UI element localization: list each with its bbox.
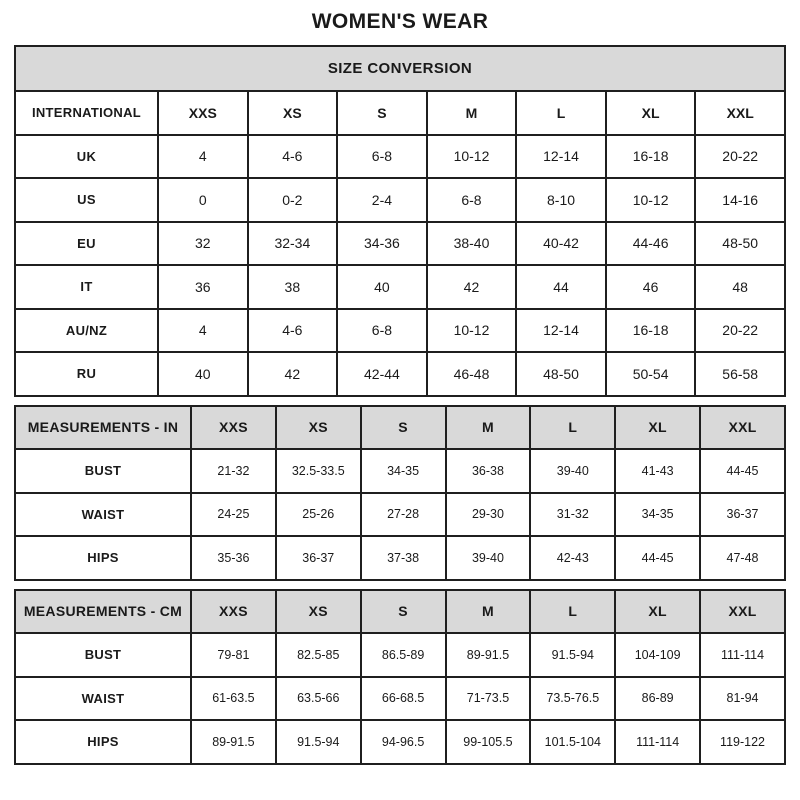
value-cell: 42	[427, 265, 517, 309]
size-conversion-title: SIZE CONVERSION	[15, 46, 785, 91]
table-row	[15, 493, 785, 537]
value-cell: 50-54	[606, 352, 696, 396]
row-label: US	[15, 178, 158, 222]
value-cell: 101.5-104	[530, 720, 615, 764]
value-cell: 37-38	[361, 536, 446, 580]
value-cell: 42	[248, 352, 338, 396]
value-cell: 4	[158, 135, 248, 179]
value-cell: 61-63.5	[191, 677, 276, 721]
value-cell: 48-50	[695, 222, 785, 266]
table-row	[15, 536, 785, 580]
size-header-cell: XXS	[191, 590, 276, 634]
value-cell: 91.5-94	[276, 720, 361, 764]
value-cell: 86-89	[615, 677, 700, 721]
size-header-cell: XXL	[700, 406, 785, 450]
value-cell: 56-58	[695, 352, 785, 396]
value-cell: 94-96.5	[361, 720, 446, 764]
value-cell: 0	[158, 178, 248, 222]
size-header-cell: XXS	[158, 91, 248, 135]
row-label: BUST	[15, 449, 191, 493]
table-row	[15, 449, 785, 493]
row-label: WAIST	[15, 677, 191, 721]
value-cell: 41-43	[615, 449, 700, 493]
value-cell: 42-44	[337, 352, 427, 396]
value-cell: 82.5-85	[276, 633, 361, 677]
value-cell: 48-50	[516, 352, 606, 396]
value-cell: 47-48	[700, 536, 785, 580]
value-cell: 39-40	[446, 536, 531, 580]
value-cell: 36	[158, 265, 248, 309]
value-cell: 10-12	[606, 178, 696, 222]
value-cell: 27-28	[361, 493, 446, 537]
value-cell: 20-22	[695, 309, 785, 353]
value-cell: 8-10	[516, 178, 606, 222]
size-header-cell: L	[516, 91, 606, 135]
table-title-row	[15, 46, 785, 91]
value-cell: 24-25	[191, 493, 276, 537]
value-cell: 34-35	[615, 493, 700, 537]
value-cell: 89-91.5	[191, 720, 276, 764]
measurements-in-table	[14, 405, 786, 581]
value-cell: 4	[158, 309, 248, 353]
size-header-cell: M	[446, 406, 531, 450]
size-row table-row	[15, 91, 785, 135]
size-chart-page	[14, 0, 786, 765]
value-cell: 0-2	[248, 178, 338, 222]
value-cell: 81-94	[700, 677, 785, 721]
value-cell: 104-109	[615, 633, 700, 677]
row-label: UK	[15, 135, 158, 179]
value-cell: 2-4	[337, 178, 427, 222]
measurements-cm-table	[14, 589, 786, 765]
row-label: INTERNATIONAL	[15, 91, 158, 135]
value-cell: 29-30	[446, 493, 531, 537]
size-header-cell: L	[530, 406, 615, 450]
row-label: RU	[15, 352, 158, 396]
row-label: MEASUREMENTS - CM	[15, 590, 191, 634]
value-cell: 31-32	[530, 493, 615, 537]
value-cell: 46-48	[427, 352, 517, 396]
value-cell: 99-105.5	[446, 720, 531, 764]
row-label: IT	[15, 265, 158, 309]
size-header-cell: XL	[606, 91, 696, 135]
table-row	[15, 178, 785, 222]
table-row	[15, 677, 785, 721]
value-cell: 91.5-94	[530, 633, 615, 677]
size-header-cell: M	[446, 590, 531, 634]
value-cell: 38-40	[427, 222, 517, 266]
value-cell: 6-8	[337, 135, 427, 179]
table-row	[15, 720, 785, 764]
value-cell: 6-8	[427, 178, 517, 222]
value-cell: 86.5-89	[361, 633, 446, 677]
page-title: WOMEN'S WEAR	[311, 10, 489, 33]
table-row	[15, 352, 785, 396]
size-header-cell: XXL	[700, 590, 785, 634]
size-header-cell: L	[530, 590, 615, 634]
size-header-cell: XS	[248, 91, 338, 135]
value-cell: 111-114	[700, 633, 785, 677]
table-row	[15, 309, 785, 353]
size-header-cell: S	[361, 590, 446, 634]
value-cell: 111-114	[615, 720, 700, 764]
header-row	[15, 590, 785, 634]
value-cell: 48	[695, 265, 785, 309]
row-label: AU/NZ	[15, 309, 158, 353]
value-cell: 40	[158, 352, 248, 396]
value-cell: 25-26	[276, 493, 361, 537]
size-header-cell: XXL	[695, 91, 785, 135]
value-cell: 38	[248, 265, 338, 309]
value-cell: 16-18	[606, 309, 696, 353]
value-cell: 6-8	[337, 309, 427, 353]
size-conversion-table	[14, 45, 786, 397]
value-cell: 71-73.5	[446, 677, 531, 721]
value-cell: 14-16	[695, 178, 785, 222]
size-header-cell: XL	[615, 406, 700, 450]
value-cell: 34-35	[361, 449, 446, 493]
value-cell: 44-45	[700, 449, 785, 493]
value-cell: 79-81	[191, 633, 276, 677]
value-cell: 32.5-33.5	[276, 449, 361, 493]
value-cell: 32	[158, 222, 248, 266]
size-header-cell: S	[361, 406, 446, 450]
value-cell: 20-22	[695, 135, 785, 179]
value-cell: 40	[337, 265, 427, 309]
value-cell: 10-12	[427, 135, 517, 179]
value-cell: 36-37	[700, 493, 785, 537]
value-cell: 35-36	[191, 536, 276, 580]
value-cell: 10-12	[427, 309, 517, 353]
value-cell: 12-14	[516, 309, 606, 353]
value-cell: 44	[516, 265, 606, 309]
value-cell: 44-45	[615, 536, 700, 580]
value-cell: 36-37	[276, 536, 361, 580]
table-row	[15, 265, 785, 309]
value-cell: 66-68.5	[361, 677, 446, 721]
value-cell: 34-36	[337, 222, 427, 266]
size-header-cell: XS	[276, 406, 361, 450]
size-header-cell: S	[337, 91, 427, 135]
value-cell: 42-43	[530, 536, 615, 580]
table-row	[15, 135, 785, 179]
value-cell: 46	[606, 265, 696, 309]
value-cell: 44-46	[606, 222, 696, 266]
value-cell: 119-122	[700, 720, 785, 764]
size-header-cell: XL	[615, 590, 700, 634]
value-cell: 21-32	[191, 449, 276, 493]
value-cell: 12-14	[516, 135, 606, 179]
value-cell: 39-40	[530, 449, 615, 493]
row-label: MEASUREMENTS - IN	[15, 406, 191, 450]
value-cell: 40-42	[516, 222, 606, 266]
value-cell: 36-38	[446, 449, 531, 493]
size-header-cell: XXS	[191, 406, 276, 450]
size-header-cell: XS	[276, 590, 361, 634]
table-row	[15, 633, 785, 677]
table-row	[15, 222, 785, 266]
size-header-cell: M	[427, 91, 517, 135]
value-cell: 32-34	[248, 222, 338, 266]
row-label: WAIST	[15, 493, 191, 537]
value-cell: 63.5-66	[276, 677, 361, 721]
row-label: BUST	[15, 633, 191, 677]
row-label: HIPS	[15, 536, 191, 580]
value-cell: 4-6	[248, 135, 338, 179]
value-cell: 89-91.5	[446, 633, 531, 677]
header-row	[15, 406, 785, 450]
value-cell: 4-6	[248, 309, 338, 353]
row-label: HIPS	[15, 720, 191, 764]
value-cell: 16-18	[606, 135, 696, 179]
row-label: EU	[15, 222, 158, 266]
value-cell: 73.5-76.5	[530, 677, 615, 721]
